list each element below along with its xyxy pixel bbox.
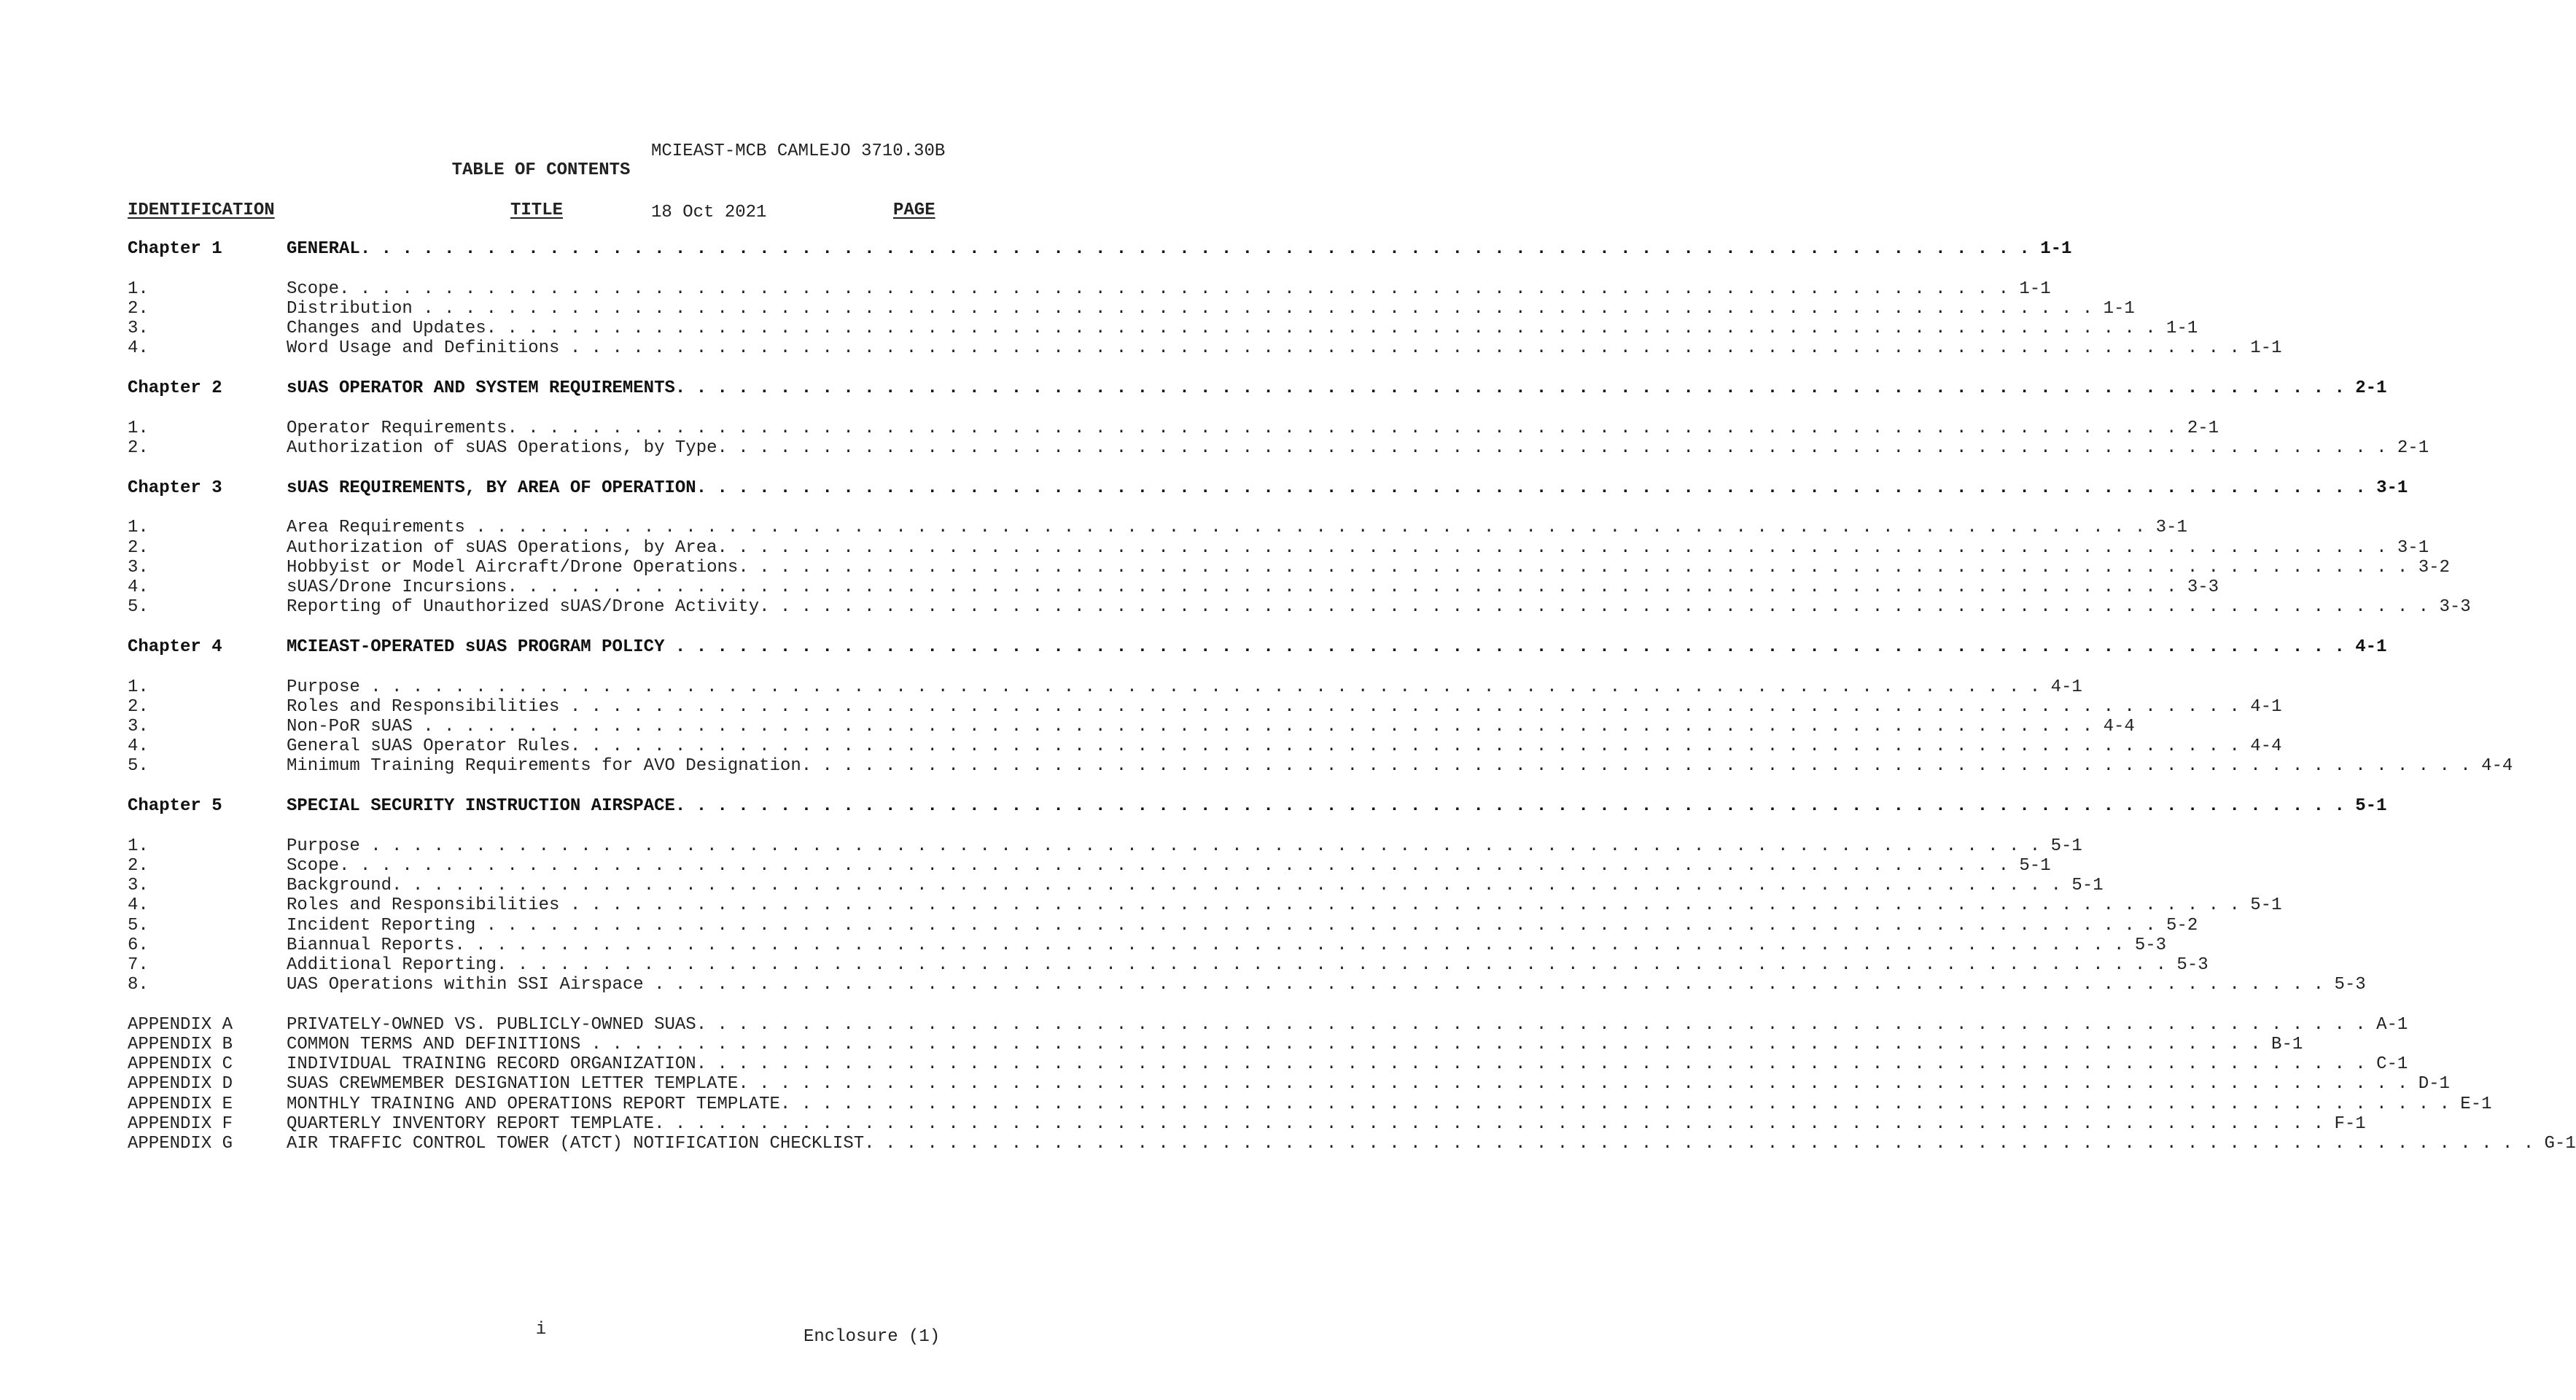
toc-page-number: 5-2 [2155, 915, 2198, 936]
toc-identification: 5. [128, 915, 149, 936]
toc-entry [287, 557, 2450, 578]
toc-title-text: Purpose [287, 836, 371, 856]
toc-entry [287, 1134, 2576, 1154]
appendix-row [0, 1035, 2303, 1055]
column-header-page: PAGE [893, 201, 935, 220]
toc-leader-dots: . . . . . . . . . . . . . . . . . . . . . . . . . . . . . . . . . . . . . . . . . . . . . . . . . . . . . . . . . . . . . . . . . . . . . . . . . . . . . . . . [370, 677, 2041, 697]
section-row [0, 975, 2366, 995]
toc-entry [287, 577, 2219, 598]
section-row [0, 855, 2051, 876]
toc-title: TABLE OF CONTENTS [451, 160, 631, 180]
document-date: 18 Oct 2021 [651, 203, 767, 222]
toc-title-text: Scope [287, 279, 340, 299]
toc-title-text: MONTHLY TRAINING AND OPERATIONS REPORT TEMPLATE [287, 1094, 780, 1114]
toc-page-number: 3-2 [2408, 557, 2450, 578]
toc-page-number: A-1 [2365, 1014, 2408, 1035]
toc-identification: 3. [128, 557, 149, 578]
toc-title-text: sUAS REQUIREMENTS, BY AREA OF OPERATION [287, 478, 696, 498]
toc-leader-dots: . . . . . . . . . . . . . . . . . . . . . . . . . . . . . . . . . . . . . . . . . . . . . . . . . . . . . . . . . . . . . . . . . . . . . . . . . . . . . . . . [674, 378, 2345, 398]
toc-identification: 3. [128, 876, 149, 896]
toc-entry [287, 895, 2282, 916]
toc-leader-dots: . . . . . . . . . . . . . . . . . . . . . . . . . . . . . . . . . . . . . . . . . . . . . . . . . . . . . . . . . . . . . . . . . . . . . . . . . . . . . . . . [569, 338, 2240, 359]
toc-entry [287, 915, 2198, 936]
toc-page-number: 4-4 [2093, 716, 2135, 736]
toc-title-text: Additional Reporting [287, 954, 497, 975]
appendix-row [0, 1054, 2408, 1075]
toc-leader-dots: . . . . . . . . . . . . . . . . . . . . . . . . . . . . . . . . . . . . . . . . . . . . . . . . . . . . . . . . . . . . . . . . . . . . . . . . . . . . . . . . [864, 1134, 2534, 1154]
toc-title-text: Non-PoR sUAS [287, 716, 424, 736]
section-row [0, 518, 2187, 538]
toc-leader-dots: . . . . . . . . . . . . . . . . . . . . . . . . . . . . . . . . . . . . . . . . . . . . . . . . . . . . . . . . . . . . . . . . . . . . . . . . . . . . . . . . [674, 796, 2345, 816]
toc-identification: 5. [128, 756, 149, 777]
toc-leader-dots: . . . . . . . . . . . . . . . . . . . . . . . . . . . . . . . . . . . . . . . . . . . . . . . . . . . . . . . . . . . . . . . . . . . . . . . . . . . . . . . . [717, 537, 2387, 558]
toc-title-text: Changes and Updates [287, 319, 486, 339]
toc-title-text: sUAS/Drone Incursions [287, 577, 507, 597]
toc-leader-dots: . . . . . . . . . . . . . . . . . . . . . . . . . . . . . . . . . . . . . . . . . . . . . . . . . . . . . . . . . . . . . . . . . . . . . . . . . . . . . . . . [674, 637, 2345, 657]
toc-title-text: SPECIAL SECURITY INSTRUCTION AIRSPACE [287, 796, 675, 816]
toc-title-text: Background [287, 876, 392, 896]
toc-leader-dots: . . . . . . . . . . . . . . . . . . . . . . . . . . . . . . . . . . . . . . . . . . . . . . . . . . . . . . . . . . . . . . . . . . . . . . . . . . . . . . . . [569, 736, 2240, 757]
toc-identification: 3. [128, 319, 149, 339]
toc-leader-dots: . . . . . . . . . . . . . . . . . . . . . . . . . . . . . . . . . . . . . . . . . . . . . . . . . . . . . . . . . . . . . . . . . . . . . . . . . . . . . . . . [738, 557, 2408, 578]
toc-leader-dots: . . . . . . . . . . . . . . . . . . . . . . . . . . . . . . . . . . . . . . . . . . . . . . . . . . . . . . . . . . . . . . . . . . . . . . . . . . . . . . . . [654, 1113, 2324, 1134]
toc-entry [287, 298, 2135, 319]
toc-entry [287, 1094, 2492, 1115]
toc-entry [287, 239, 2072, 260]
toc-title-text: GENERAL [287, 239, 360, 259]
toc-entry [287, 677, 2082, 698]
toc-entry [287, 338, 2282, 359]
chapter-row [0, 637, 2387, 658]
toc-title-text: COMMON TERMS AND DEFINITIONS [287, 1035, 591, 1054]
toc-entry [287, 876, 2104, 896]
section-row [0, 438, 2429, 459]
toc-identification: 1. [128, 677, 149, 697]
toc-title-text: Authorization of sUAS Operations, by Area [287, 537, 717, 558]
toc-identification: 6. [128, 935, 149, 955]
toc-identification: 4. [128, 338, 149, 359]
toc-title-text: sUAS OPERATOR AND SYSTEM REQUIREMENTS [287, 378, 675, 398]
toc-page-number: 5-1 [2009, 855, 2051, 876]
toc-page-number: 3-1 [2145, 518, 2187, 538]
toc-title-text: Area Requirements [287, 518, 476, 538]
toc-entry [287, 1014, 2408, 1035]
toc-entry [287, 478, 2408, 499]
toc-page-number: 1-1 [2029, 239, 2072, 259]
toc-leader-dots: . . . . . . . . . . . . . . . . . . . . . . . . . . . . . . . . . . . . . . . . . . . . . . . . . . . . . . . . . . . . . . . . . . . . . . . . . . . . . . . . [423, 298, 2093, 319]
toc-page-number: 2-1 [2386, 438, 2429, 458]
toc-leader-dots: . . . . . . . . . . . . . . . . . . . . . . . . . . . . . . . . . . . . . . . . . . . . . . . . . . . . . . . . . . . . . . . . . . . . . . . . . . . . . . . . [507, 577, 2177, 597]
toc-entry [287, 716, 2135, 737]
toc-title-text: SUAS CREWMEMBER DESIGNATION LETTER TEMPLATE [287, 1074, 739, 1094]
toc-entry [287, 836, 2082, 857]
toc-title-text: Roles and Responsibilities [287, 696, 570, 717]
toc-title-text: Minimum Training Requirements for AVO Designation [287, 756, 801, 777]
toc-leader-dots: . . . . . . . . . . . . . . . . . . . . . . . . . . . . . . . . . . . . . . . . . . . . . . . . . . . . . . . . . . . . . . . . . . . . . . . . . . . . . . . . [507, 418, 2177, 438]
column-header-title: TITLE [510, 201, 564, 220]
section-row [0, 716, 2135, 737]
section-row [0, 537, 2429, 559]
toc-page-number: 4-4 [2239, 736, 2282, 757]
chapter-row [0, 239, 2072, 260]
toc-entry [287, 518, 2187, 538]
toc-leader-dots: . . . . . . . . . . . . . . . . . . . . . . . . . . . . . . . . . . . . . . . . . . . . . . . . . . . . . . . . . . . . . . . . . . . . . . . . . . . . . . . . [738, 1074, 2408, 1094]
appendix-row [0, 1094, 2492, 1115]
toc-identification: Chapter 4 [128, 637, 222, 657]
toc-page-number: 2-1 [2176, 418, 2219, 438]
page-number: i [535, 1320, 547, 1339]
toc-title-text: Distribution [287, 298, 424, 319]
toc-page-number: 4-1 [2344, 637, 2387, 657]
toc-entry [287, 1054, 2408, 1075]
toc-entry [287, 1035, 2303, 1055]
appendix-row [0, 1134, 2576, 1154]
toc-identification: 4. [128, 736, 149, 757]
order-number: MCIEAST-MCB CAMLEJO 3710.30B [651, 141, 946, 161]
section-row [0, 876, 2104, 896]
toc-leader-dots: . . . . . . . . . . . . . . . . . . . . . . . . . . . . . . . . . . . . . . . . . . . . . . . . . . . . . . . . . . . . . . . . . . . . . . . . . . . . . . . . [475, 518, 2146, 538]
toc-page-number: 5-1 [2061, 876, 2104, 896]
section-row [0, 597, 2471, 618]
toc-page-number: 1-1 [2155, 319, 2198, 339]
toc-leader-dots: . . . . . . . . . . . . . . . . . . . . . . . . . . . . . . . . . . . . . . . . . . . . . . . . . . . . . . . . . . . . . . . . . . . . . . . . . . . . . . . . [339, 279, 2009, 299]
toc-identification: 3. [128, 716, 149, 736]
chapter-row [0, 796, 2387, 817]
toc-leader-dots: . . . . . . . . . . . . . . . . . . . . . . . . . . . . . . . . . . . . . . . . . . . . . . . . . . . . . . . . . . . . . . . . . . . . . . . . . . . . . . . . [654, 975, 2324, 995]
toc-entry [287, 1113, 2366, 1135]
section-row [0, 954, 2209, 976]
toc-identification: 2. [128, 537, 149, 558]
toc-page-number: 1-1 [2239, 338, 2282, 359]
toc-page-number: E-1 [2449, 1094, 2492, 1114]
section-row [0, 338, 2282, 359]
toc-page-number: 1-1 [2009, 279, 2051, 299]
toc-page-number: 3-3 [2176, 577, 2219, 597]
toc-identification: APPENDIX A [128, 1014, 233, 1035]
toc-identification: 1. [128, 518, 149, 538]
toc-identification: APPENDIX C [128, 1054, 233, 1075]
toc-entry [287, 537, 2429, 559]
toc-leader-dots: . . . . . . . . . . . . . . . . . . . . . . . . . . . . . . . . . . . . . . . . . . . . . . . . . . . . . . . . . . . . . . . . . . . . . . . . . . . . . . . . [423, 716, 2093, 736]
toc-entry [287, 597, 2471, 618]
toc-entry [287, 279, 2051, 300]
toc-leader-dots: . . . . . . . . . . . . . . . . . . . . . . . . . . . . . . . . . . . . . . . . . . . . . . . . . . . . . . . . . . . . . . . . . . . . . . . . . . . . . . . . [569, 696, 2240, 717]
section-row [0, 418, 2219, 439]
section-row [0, 895, 2282, 916]
toc-title-text: PRIVATELY-OWNED VS. PUBLICLY-OWNED SUAS [287, 1014, 696, 1035]
toc-entry [287, 736, 2282, 757]
toc-title-text: Incident Reporting [287, 915, 486, 936]
section-row [0, 935, 2167, 956]
toc-identification: Chapter 3 [128, 478, 222, 498]
toc-identification: 4. [128, 577, 149, 597]
toc-page-number: 4-1 [2040, 677, 2082, 697]
toc-identification: 1. [128, 836, 149, 856]
toc-title-text: INDIVIDUAL TRAINING RECORD ORGANIZATION [287, 1054, 696, 1075]
toc-title-text: QUARTERLY INVENTORY REPORT TEMPLATE [287, 1113, 655, 1134]
toc-entry [287, 319, 2198, 339]
toc-entry [287, 637, 2387, 658]
section-row [0, 577, 2219, 598]
toc-page-number: 3-1 [2386, 537, 2429, 558]
toc-leader-dots: . . . . . . . . . . . . . . . . . . . . . . . . . . . . . . . . . . . . . . . . . . . . . . . . . . . . . . . . . . . . . . . . . . . . . . . . . . . . . . . . [486, 915, 2156, 936]
toc-identification: APPENDIX F [128, 1113, 233, 1134]
section-row [0, 756, 2513, 777]
toc-entry [287, 954, 2209, 976]
toc-page-number: 5-3 [2124, 935, 2167, 955]
toc-title-text: Word Usage and Definitions [287, 338, 570, 359]
toc-title-text: Operator Requirements [287, 418, 507, 438]
enclosure-label: Enclosure (1) [803, 1327, 941, 1347]
toc-identification: 2. [128, 438, 149, 458]
toc-entry [287, 796, 2387, 817]
toc-page-number: D-1 [2408, 1074, 2450, 1094]
toc-page-number: 1-1 [2093, 298, 2135, 319]
section-row [0, 677, 2082, 698]
toc-leader-dots: . . . . . . . . . . . . . . . . . . . . . . . . . . . . . . . . . . . . . . . . . . . . . . . . . . . . . . . . . . . . . . . . . . . . . . . . . . . . . . . . [591, 1035, 2261, 1054]
toc-identification: Chapter 5 [128, 796, 222, 816]
toc-page-number: 5-1 [2239, 895, 2282, 916]
toc-leader-dots: . . . . . . . . . . . . . . . . . . . . . . . . . . . . . . . . . . . . . . . . . . . . . . . . . . . . . . . . . . . . . . . . . . . . . . . . . . . . . . . . [486, 319, 2156, 339]
toc-title-text: Reporting of Unauthorized sUAS/Drone Activity [287, 597, 760, 618]
appendix-row [0, 1074, 2450, 1094]
toc-leader-dots: . . . . . . . . . . . . . . . . . . . . . . . . . . . . . . . . . . . . . . . . . . . . . . . . . . . . . . . . . . . . . . . . . . . . . . . . . . . . . . . . [717, 438, 2387, 458]
toc-title-text: Biannual Reports [287, 935, 455, 955]
toc-leader-dots: . . . . . . . . . . . . . . . . . . . . . . . . . . . . . . . . . . . . . . . . . . . . . . . . . . . . . . . . . . . . . . . . . . . . . . . . . . . . . . . . [759, 597, 2429, 618]
toc-page-number: C-1 [2365, 1054, 2408, 1075]
toc-page-number: 2-1 [2344, 378, 2387, 398]
toc-entry [287, 756, 2513, 777]
toc-page-number: 5-1 [2344, 796, 2387, 816]
toc-leader-dots: . . . . . . . . . . . . . . . . . . . . . . . . . . . . . . . . . . . . . . . . . . . . . . . . . . . . . . . . . . . . . . . . . . . . . . . . . . . . . . . . [696, 1054, 2366, 1075]
toc-leader-dots: . . . . . . . . . . . . . . . . . . . . . . . . . . . . . . . . . . . . . . . . . . . . . . . . . . . . . . . . . . . . . . . . . . . . . . . . . . . . . . . . [696, 478, 2366, 498]
toc-page-number: 4-1 [2239, 696, 2282, 717]
toc-title-text: Roles and Responsibilities [287, 895, 570, 916]
toc-identification: 8. [128, 975, 149, 995]
toc-identification: Chapter 1 [128, 239, 222, 259]
toc-identification: 2. [128, 696, 149, 717]
toc-leader-dots: . . . . . . . . . . . . . . . . . . . . . . . . . . . . . . . . . . . . . . . . . . . . . . . . . . . . . . . . . . . . . . . . . . . . . . . . . . . . . . . . [569, 895, 2240, 916]
toc-page-number: B-1 [2260, 1035, 2303, 1054]
toc-entry [287, 696, 2282, 718]
appendix-row [0, 1014, 2408, 1035]
toc-leader-dots: . . . . . . . . . . . . . . . . . . . . . . . . . . . . . . . . . . . . . . . . . . . . . . . . . . . . . . . . . . . . . . . . . . . . . . . . . . . . . . . . [370, 836, 2041, 856]
section-row [0, 736, 2282, 757]
toc-leader-dots: . . . . . . . . . . . . . . . . . . . . . . . . . . . . . . . . . . . . . . . . . . . . . . . . . . . . . . . . . . . . . . . . . . . . . . . . . . . . . . . . [696, 1014, 2366, 1035]
toc-column-headers [0, 201, 1082, 224]
toc-identification: APPENDIX D [128, 1074, 233, 1094]
toc-leader-dots: . . . . . . . . . . . . . . . . . . . . . . . . . . . . . . . . . . . . . . . . . . . . . . . . . . . . . . . . . . . . . . . . . . . . . . . . . . . . . . . . [339, 855, 2009, 876]
toc-identification: APPENDIX B [128, 1035, 233, 1054]
toc-title-text: Scope [287, 855, 340, 876]
toc-identification: 2. [128, 298, 149, 319]
toc-identification: 2. [128, 855, 149, 876]
section-row [0, 557, 2450, 578]
section-row [0, 836, 2082, 857]
toc-identification: 4. [128, 895, 149, 916]
toc-entry [287, 1074, 2450, 1094]
toc-entry [287, 418, 2219, 439]
toc-entry [287, 855, 2051, 876]
toc-page-number: 3-1 [2365, 478, 2408, 498]
toc-leader-dots: . . . . . . . . . . . . . . . . . . . . . . . . . . . . . . . . . . . . . . . . . . . . . . . . . . . . . . . . . . . . . . . . . . . . . . . . . . . . . . . . [392, 876, 2062, 896]
toc-identification: 1. [128, 418, 149, 438]
toc-entry [287, 975, 2366, 995]
section-row [0, 915, 2198, 936]
section-row [0, 298, 2135, 319]
toc-title-text: Hobbyist or Model Aircraft/Drone Operations [287, 557, 739, 578]
toc-entry [287, 935, 2167, 956]
toc-page-number: F-1 [2324, 1113, 2366, 1134]
toc-title-text: Purpose [287, 677, 371, 697]
toc-title-text: AIR TRAFFIC CONTROL TOWER (ATCT) NOTIFICATION CHECKLIST [287, 1134, 865, 1154]
toc-leader-dots: . . . . . . . . . . . . . . . . . . . . . . . . . . . . . . . . . . . . . . . . . . . . . . . . . . . . . . . . . . . . . . . . . . . . . . . . . . . . . . . . [801, 756, 2471, 777]
toc-page-number: 3-3 [2429, 597, 2471, 618]
toc-title-text: UAS Operations within SSI Airspace [287, 975, 655, 995]
toc-identification: Chapter 2 [128, 378, 222, 398]
toc-identification: APPENDIX E [128, 1094, 233, 1114]
toc-title-text: General sUAS Operator Rules [287, 736, 570, 757]
chapter-row [0, 378, 2387, 399]
toc-title-text: MCIEAST-OPERATED sUAS PROGRAM POLICY [287, 637, 675, 657]
toc-entry [287, 378, 2387, 399]
toc-leader-dots: . . . . . . . . . . . . . . . . . . . . . . . . . . . . . . . . . . . . . . . . . . . . . . . . . . . . . . . . . . . . . . . . . . . . . . . . . . . . . . . . [454, 935, 2125, 955]
toc-page-number: 5-3 [2324, 975, 2366, 995]
toc-page-number: 4-4 [2470, 756, 2513, 777]
toc-page-number: 5-3 [2166, 954, 2209, 975]
toc-identification: 5. [128, 597, 149, 618]
toc-title-text: Authorization of sUAS Operations, by Type [287, 438, 717, 458]
toc-entry [287, 438, 2429, 459]
column-header-identification: IDENTIFICATION [128, 201, 275, 220]
toc-identification: APPENDIX G [128, 1134, 233, 1154]
toc-page-number: G-1 [2534, 1134, 2576, 1154]
section-row [0, 319, 2198, 339]
toc-leader-dots: . . . . . . . . . . . . . . . . . . . . . . . . . . . . . . . . . . . . . . . . . . . . . . . . . . . . . . . . . . . . . . . . . . . . . . . . . . . . . . . . [497, 954, 2167, 975]
toc-identification: 7. [128, 954, 149, 975]
toc-leader-dots: . . . . . . . . . . . . . . . . . . . . . . . . . . . . . . . . . . . . . . . . . . . . . . . . . . . . . . . . . . . . . . . . . . . . . . . . . . . . . . . . [779, 1094, 2450, 1114]
toc-page-number: 5-1 [2040, 836, 2082, 856]
appendix-row [0, 1113, 2366, 1135]
chapter-row [0, 478, 2408, 499]
section-row [0, 279, 2051, 300]
toc-leader-dots: . . . . . . . . . . . . . . . . . . . . . . . . . . . . . . . . . . . . . . . . . . . . . . . . . . . . . . . . . . . . . . . . . . . . . . . . . . . . . . . . [359, 239, 2030, 259]
section-row [0, 696, 2282, 718]
toc-identification: 1. [128, 279, 149, 299]
